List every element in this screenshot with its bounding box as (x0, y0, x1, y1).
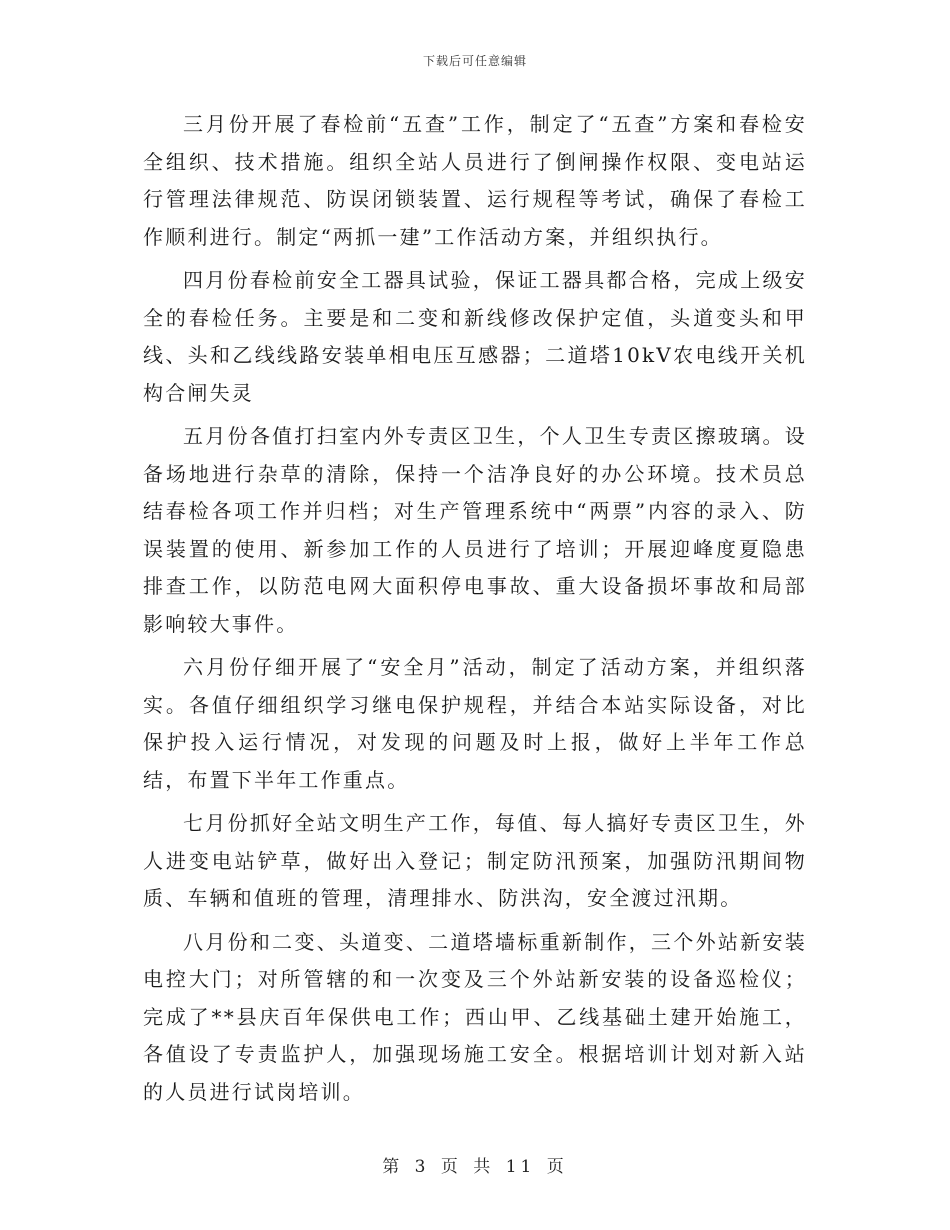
page-number-footer: 第 3 页 共 11 页 (382, 1157, 568, 1177)
paragraph-april: 四月份春检前安全工器具试验，保证工器具都合格，完成上级安全的春检任务。主要是和二变和新线修改保护定值，头道变头和甲线、头和乙线线路安装单相电压互感器；二道塔10kV农电线开关机构合闸失灵 (143, 268, 807, 405)
paragraph-july: 七月份抓好全站文明生产工作，每值、每人搞好专责区卫生，外人进变电站铲草，做好出入登记；制定防汛预案，加强防汛期间物质、车辆和值班的管理，清理排水、防洪沟，安全渡过汛期。 (143, 811, 807, 910)
paragraph-june: 六月份仔细开展了“安全月”活动，制定了活动方案，并组织落实。各值仔细组织学习继电保护规程，并结合本站实际设备，对比保护投入运行情况，对发现的问题及时上报，做好上半年工作总结，布置下半年工作重点。 (143, 655, 807, 792)
paragraph-march: 三月份开展了春检前“五查”工作，制定了“五查”方案和春检安全组织、技术措施。组织全站人员进行了倒闸操作权限、变电站运行管理法律规范、防误闭锁装置、运行规程等考试，确保了春检工作顺利进行。制定“两抓一建”工作活动方案，并组织执行。 (143, 112, 807, 249)
document-body (143, 106, 807, 1117)
paragraph-may: 五月份各值打扫室内外专责区卫生，个人卫生专责区擦玻璃。设备场地进行杂草的清除，保持一个洁净良好的办公环境。技术员总结春检各项工作并归档；对生产管理系统中“两票”内容的录入、防误装置的使用、新参加工作的人员进行了培训；开展迎峰度夏隐患排查工作，以防范电网大面积停电事故、重大设备损坏事故和局部影响较大事件。 (143, 424, 807, 636)
page-header: 下载后可任意编辑 (422, 54, 527, 68)
paragraph-august: 八月份和二变、头道变、二道塔墙标重新制作，三个外站新安装电控大门；对所管辖的和一次变及三个外站新安装的设备巡检仪；完成了**县庆百年保供电工作；西山甲、乙线基础土建开始施工，各值设了专责监护人，加强现场施工安全。根据培训计划对新入站的人员进行试岗培训。 (143, 929, 807, 1104)
